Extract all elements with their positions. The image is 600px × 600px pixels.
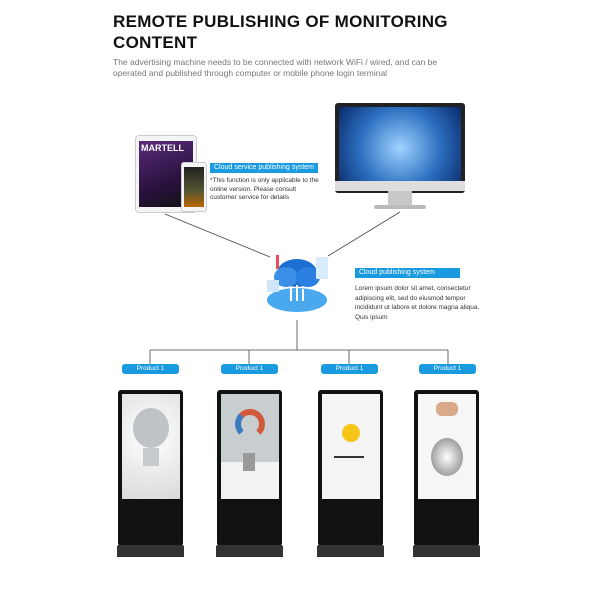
cloud-server-icon (262, 245, 332, 320)
page-title: REMOTE PUBLISHING OF MONITORING CONTENT (113, 12, 448, 52)
tablet-screen: MARTELL (139, 141, 193, 207)
idea-bulb-screen (322, 394, 380, 499)
kiosk-display (414, 390, 479, 546)
kiosk-base (117, 545, 184, 557)
kiosk-base (216, 545, 283, 557)
lightbulb-gears-screen (122, 394, 180, 499)
kiosk-display (217, 390, 282, 546)
cloud-service-note: *This function is only applicable to the online version. Please consult customer service for details (210, 177, 319, 201)
page-subtitle: The advertising machine needs to be connected with network WiFi / wired, and can be operated and published through computer or mobile phone login terminal (113, 57, 438, 78)
product-label: Product 1 (221, 364, 278, 374)
product-label: Product 1 (122, 364, 179, 374)
kiosk-base (317, 545, 384, 557)
question-mark-screen (221, 394, 279, 499)
kiosk-base (413, 545, 480, 557)
cloud-publishing-text: Lorem ipsum dolor sit amet, consectetur adipiscing elit, sed do eiusmod tempor incididunt ut labore et dolore magna aliqua. Quis ipsum (355, 285, 480, 321)
product-label: Product 1 (321, 364, 378, 374)
product-label: Product 1 (419, 364, 476, 374)
kiosk-display (318, 390, 383, 546)
cloud-service-label: Cloud service publishing system (210, 163, 318, 173)
hand-drawing-screen (418, 394, 476, 499)
cloud-publishing-label: Cloud publishing system (355, 268, 460, 278)
kiosk-display (118, 390, 183, 546)
